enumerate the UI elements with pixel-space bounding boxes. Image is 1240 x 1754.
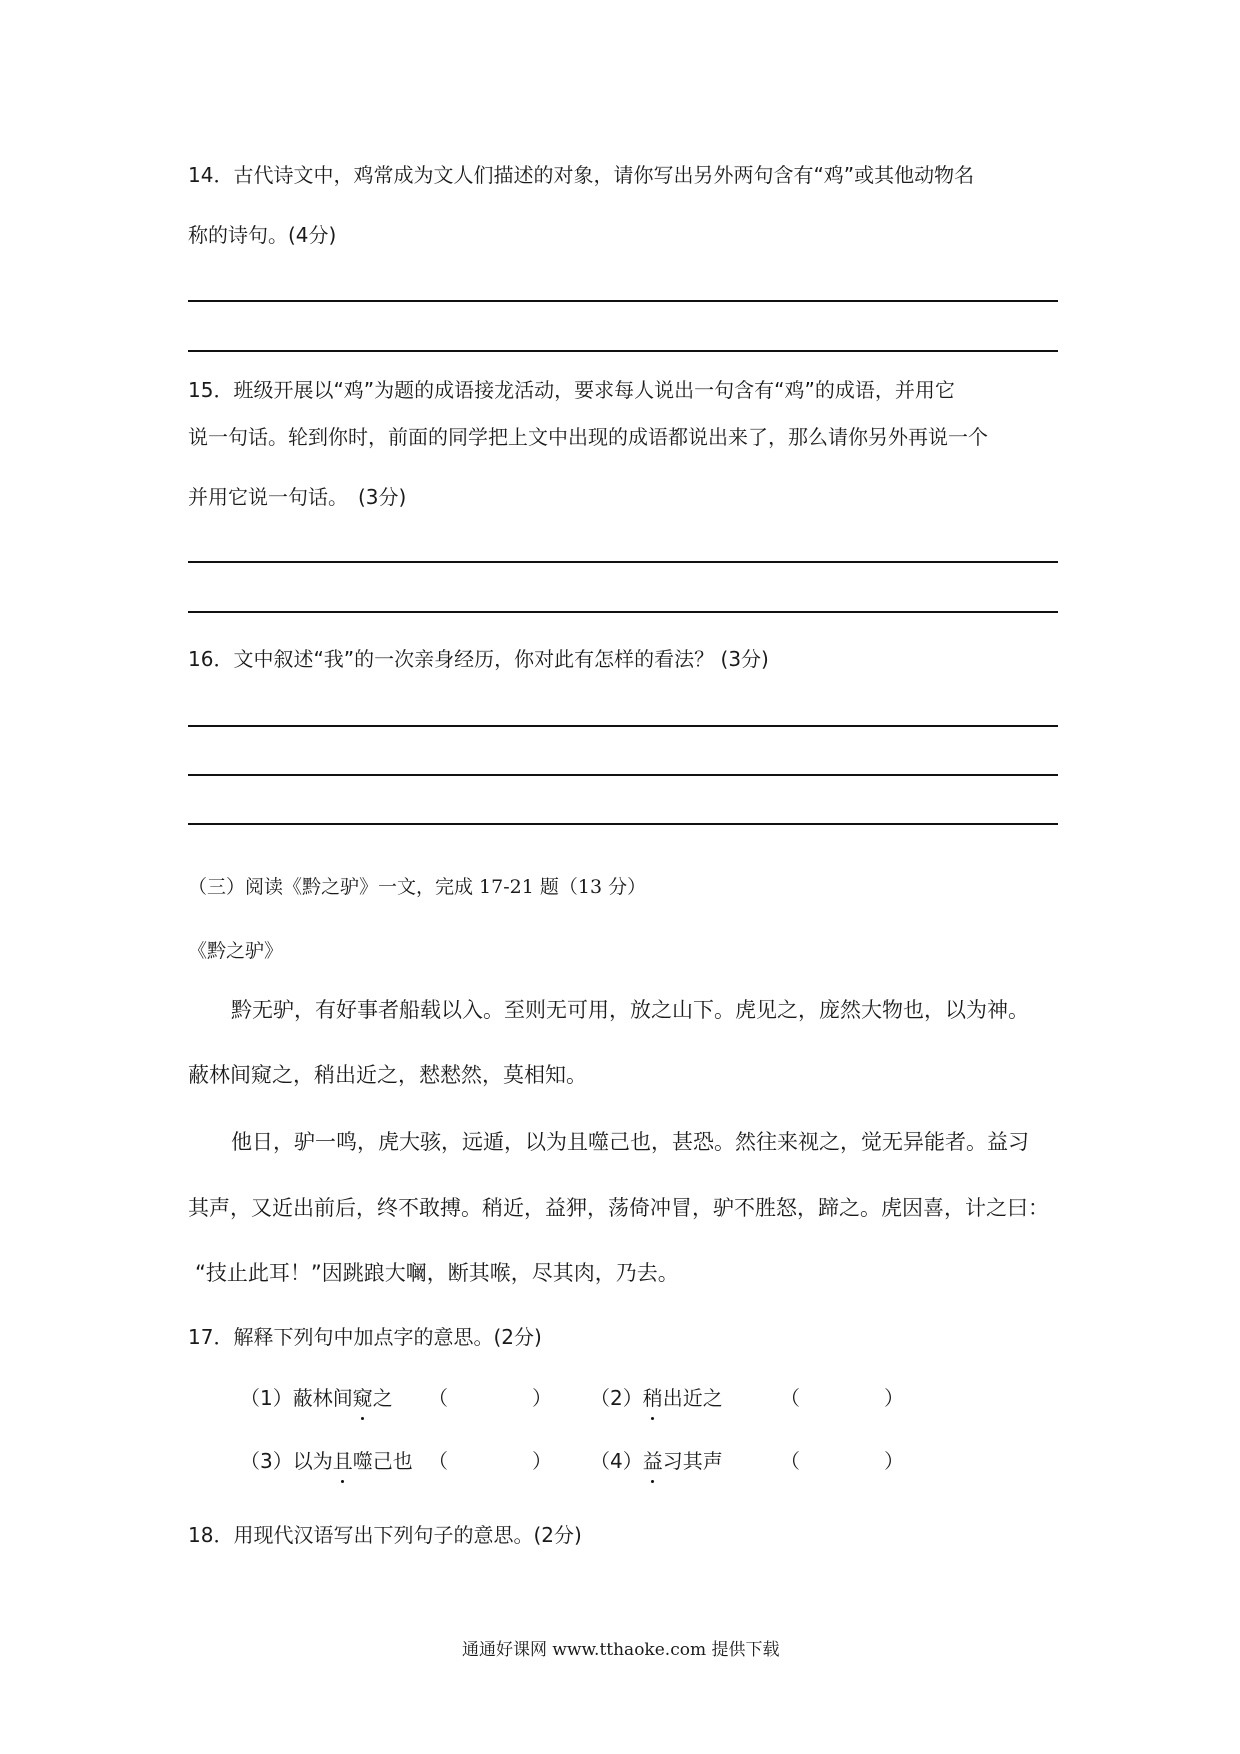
- q15-answer-line-2[interactable]: [188, 611, 1058, 613]
- q17-item-1-open-paren: （: [428, 1386, 448, 1410]
- q17-item-3-num: （3）: [240, 1449, 293, 1473]
- q17-item-3-pre: 以为: [292, 1449, 333, 1473]
- passage-p2-line3: “技止此耳！”因跳踉大㘎，断其喉，尽其肉，乃去。: [195, 1261, 679, 1285]
- q17-item-1-dotted-char: 窥: [353, 1383, 373, 1413]
- q17-item-2-open-paren: （: [780, 1386, 800, 1410]
- q16-line1: 16．文中叙述“我”的一次亲身经历，你对此有怎样的看法？ (3分): [188, 647, 769, 671]
- q16-answer-line-1[interactable]: [188, 725, 1058, 727]
- q14-line1: 14．古代诗文中，鸡常成为文人们描述的对象，请你写出另外两句含有“鸡”或其他动物名: [188, 163, 975, 187]
- q17-item-2-dotted-char: 稍: [643, 1383, 663, 1413]
- q17-item-4-dotted-char: 益: [643, 1446, 663, 1476]
- q14-line2: 称的诗句。(4分): [188, 223, 337, 247]
- q15-line2: 说一句话。轮到你时，前面的同学把上文中出现的成语都说出来了，那么请你另外再说一个: [188, 425, 988, 449]
- q17-item-1-blank[interactable]: [428, 1383, 552, 1413]
- q18-prompt: 18．用现代汉语写出下列句子的意思。(2分): [188, 1523, 582, 1547]
- q17-item-3-dotted-char: 且: [333, 1446, 353, 1476]
- q17-item-2-num: （2）: [590, 1386, 643, 1410]
- q17-item-3-open-paren: （: [428, 1449, 448, 1473]
- passage-p1-line2: 蔽林间窥之，稍出近之，慭慭然，莫相知。: [188, 1063, 587, 1087]
- q17-item-3-post: 噬己也: [352, 1449, 413, 1473]
- q17-item-1: [240, 1383, 393, 1413]
- q17-item-2-close-paren: ）: [884, 1386, 904, 1410]
- q17-item-4-blank[interactable]: [780, 1446, 904, 1476]
- q17-item-2: [590, 1383, 723, 1413]
- q17-item-1-pre: 蔽林间: [292, 1386, 353, 1410]
- page-footer: 通通好课网 www.tthaoke.com 提供下载: [462, 1640, 780, 1660]
- q15-line3: 并用它说一句话。 (3分): [188, 485, 407, 509]
- q17-item-4-close-paren: ）: [884, 1449, 904, 1473]
- q17-item-4-post: 习其声: [662, 1449, 723, 1473]
- q14-answer-line-2[interactable]: [188, 350, 1058, 352]
- q17-prompt: 17．解释下列句中加点字的意思。(2分): [188, 1325, 542, 1349]
- passage-p2-line2: 其声，又近出前后，终不敢搏。稍近，益狎，荡倚冲冒，驴不胜怒，蹄之。虎因喜，计之曰：: [188, 1196, 1049, 1220]
- passage-p1-line1: 黔无驴，有好事者船载以入。至则无可用，放之山下。虎见之，庞然大物也，以为神。: [231, 998, 1029, 1022]
- q17-item-4-num: （4）: [590, 1449, 643, 1473]
- section3-heading: （三）阅读《黔之驴》一文，完成 17-21 题（13 分）: [188, 876, 647, 898]
- q17-item-4-open-paren: （: [780, 1449, 800, 1473]
- q17-item-1-num: （1）: [240, 1386, 293, 1410]
- q17-item-3-blank[interactable]: [428, 1446, 552, 1476]
- q16-answer-line-3[interactable]: [188, 823, 1058, 825]
- q15-answer-line-1[interactable]: [188, 561, 1058, 563]
- q17-item-3: [240, 1446, 413, 1476]
- q17-item-3-close-paren: ）: [532, 1449, 552, 1473]
- passage-title: 《黔之驴》: [188, 940, 284, 962]
- q17-item-2-post: 出近之: [662, 1386, 723, 1410]
- q15-line1: 15．班级开展以“鸡”为题的成语接龙活动，要求每人说出一句含有“鸡”的成语，并用它: [188, 378, 955, 402]
- q17-item-1-close-paren: ）: [532, 1386, 552, 1410]
- q17-item-4: [590, 1446, 723, 1476]
- q14-answer-line-1[interactable]: [188, 300, 1058, 302]
- q17-item-1-post: 之: [372, 1386, 393, 1410]
- q16-answer-line-2[interactable]: [188, 774, 1058, 776]
- q17-item-2-blank[interactable]: [780, 1383, 904, 1413]
- passage-p2-line1: 他日，驴一鸣，虎大骇，远遁，以为且噬己也，甚恐。然往来视之，觉无异能者。益习: [231, 1130, 1029, 1154]
